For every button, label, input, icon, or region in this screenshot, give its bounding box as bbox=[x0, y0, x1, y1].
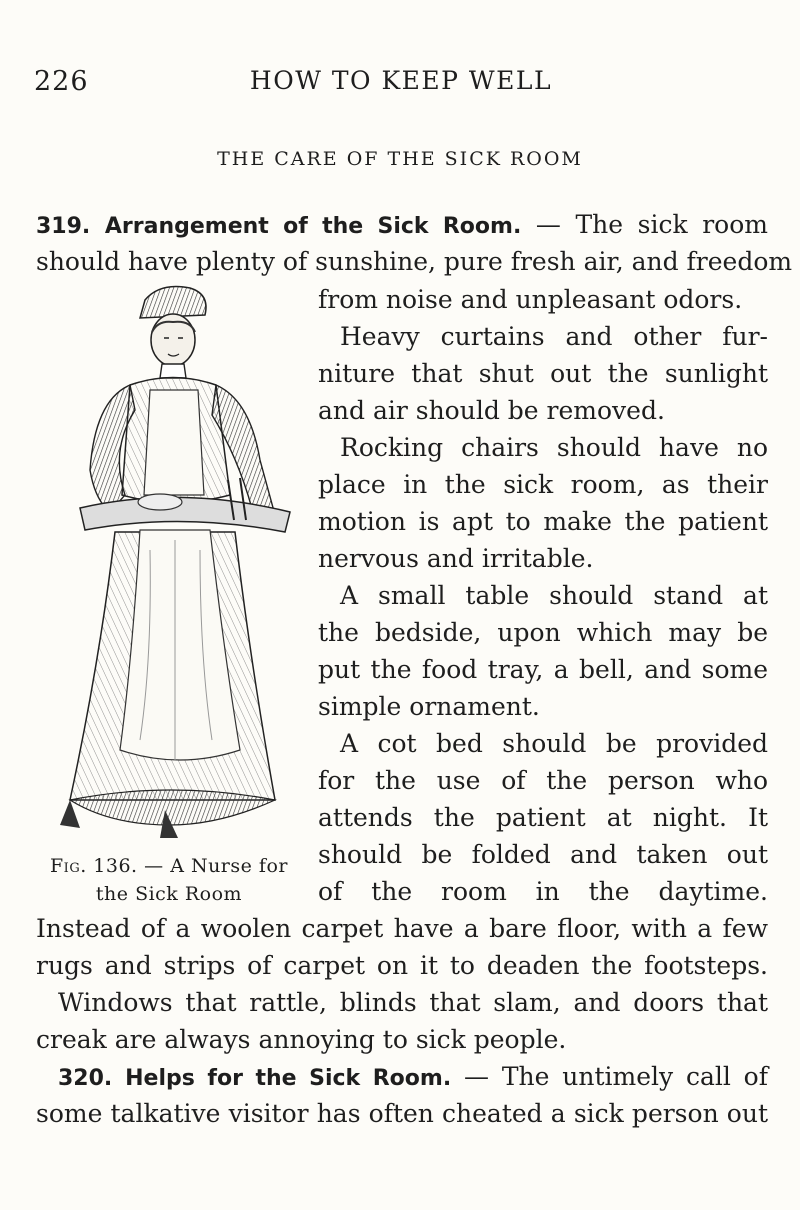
body-line: of the room in the daytime. bbox=[318, 877, 768, 906]
body-line: rugs and strips of carpet on it to deaden the footsteps. bbox=[36, 951, 768, 980]
figure-label: Fig. 136. bbox=[50, 855, 138, 877]
body-line: niture that shut out the sunlight bbox=[318, 359, 768, 388]
body-line: motion is apt to make the patient bbox=[318, 507, 768, 536]
section-320-heading-line bbox=[58, 1059, 768, 1097]
page-number: 226 bbox=[34, 66, 89, 97]
body-line: the bedside, upon which may be bbox=[318, 618, 768, 647]
body-line: The untimely call of bbox=[501, 1062, 768, 1091]
figure-caption bbox=[24, 852, 314, 908]
nurse-illustration bbox=[40, 280, 310, 840]
section-319-heading-line bbox=[36, 207, 768, 245]
body-line: should have plenty of sunshine, pure fresh air, and freedom bbox=[36, 247, 793, 276]
page-header bbox=[34, 66, 768, 106]
body-line: nervous and irritable. bbox=[318, 544, 594, 573]
section-heading: Arrangement of the Sick Room. bbox=[104, 214, 522, 239]
body-line: attends the patient at night. It bbox=[318, 803, 768, 832]
chapter-title: THE CARE OF THE SICK ROOM bbox=[217, 148, 583, 170]
section-number: 320. bbox=[58, 1066, 113, 1091]
heading-dash: — bbox=[521, 210, 576, 239]
body-line: The sick room bbox=[575, 210, 768, 239]
caption-text: A Nurse for bbox=[170, 855, 288, 877]
body-line: A small table should stand at bbox=[340, 581, 768, 610]
body-line: put the food tray, a bell, and some bbox=[318, 655, 768, 684]
body-line: from noise and unpleasant odors. bbox=[318, 285, 743, 314]
body-line: Heavy curtains and other fur- bbox=[340, 322, 768, 351]
body-line: Instead of a woolen carpet have a bare floor, with a few bbox=[36, 914, 768, 943]
running-title: HOW TO KEEP WELL bbox=[249, 66, 553, 95]
section-heading: Helps for the Sick Room. bbox=[125, 1066, 452, 1091]
body-line: and air should be removed. bbox=[318, 396, 665, 425]
body-line: A cot bed should be provided bbox=[340, 729, 768, 758]
body-line: place in the sick room, as their bbox=[318, 470, 768, 499]
heading-dash: — bbox=[451, 1062, 502, 1091]
body-line: for the use of the person who bbox=[318, 766, 768, 795]
body-line: Windows that rattle, blinds that slam, and doors that bbox=[58, 988, 768, 1017]
caption-line-1 bbox=[24, 852, 314, 880]
body-line: should be folded and taken out bbox=[318, 840, 768, 869]
body-line: some talkative visitor has often cheated a sick person out bbox=[36, 1099, 768, 1128]
body-line: Rocking chairs should have no bbox=[340, 433, 768, 462]
section-number: 319. bbox=[36, 214, 91, 239]
caption-dash: — bbox=[137, 855, 171, 877]
body-line: simple ornament. bbox=[318, 692, 540, 721]
caption-line-2: the Sick Room bbox=[95, 883, 243, 905]
body-line: creak are always annoying to sick people. bbox=[36, 1025, 567, 1054]
